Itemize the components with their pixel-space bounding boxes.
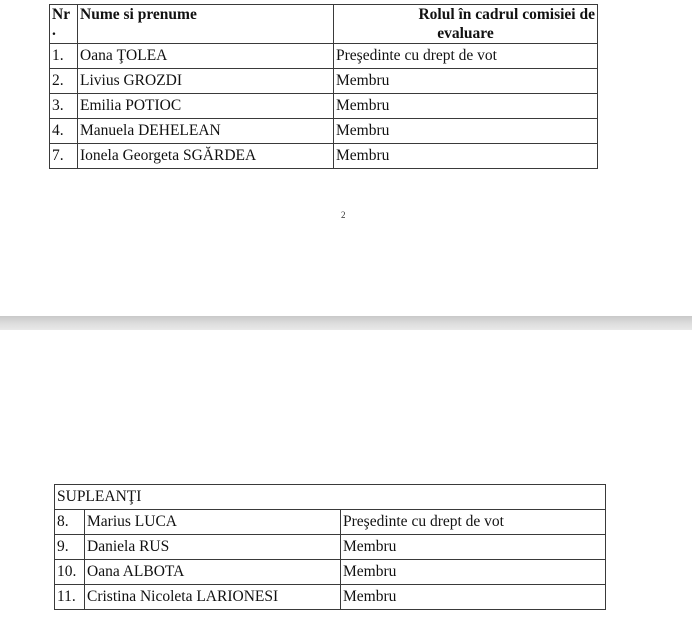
table-row [50, 144, 598, 169]
row-name: Ionela Georgeta SGĂRDEA [78, 144, 334, 169]
table-title-row [55, 485, 606, 510]
row-nr: 3. [50, 94, 78, 119]
row-nr: 10. [55, 560, 85, 585]
table-row [50, 94, 598, 119]
header-nr-label: Nr [52, 6, 71, 23]
table-row [55, 510, 606, 535]
row-name: Oana ALBOTA [85, 560, 341, 585]
header-nr [50, 5, 78, 44]
header-name: Nume si prenume [78, 5, 334, 44]
row-role: Membru [334, 94, 598, 119]
row-role: Preşedinte cu drept de vot [341, 510, 606, 535]
row-nr: 9. [55, 535, 85, 560]
table-row [50, 44, 598, 69]
row-nr: 7. [50, 144, 78, 169]
row-name: Manuela DEHELEAN [78, 119, 334, 144]
row-role: Membru [341, 560, 606, 585]
row-role: Membru [334, 69, 598, 94]
row-role: Membru [341, 535, 606, 560]
table-row [55, 560, 606, 585]
row-name: Marius LUCA [85, 510, 341, 535]
substitutes-title: SUPLEANŢI [55, 485, 606, 510]
table-row [55, 535, 606, 560]
substitutes-table [54, 484, 606, 610]
table-row [50, 69, 598, 94]
row-name: Oana ŢOLEA [78, 44, 334, 69]
page-separator [0, 316, 692, 330]
table-row [55, 585, 606, 610]
row-role: Membru [341, 585, 606, 610]
table-row [50, 119, 598, 144]
row-name: Daniela RUS [85, 535, 341, 560]
header-role-line2: evaluare [437, 25, 494, 42]
row-name: Emilia POTIOC [78, 94, 334, 119]
document-page-bottom [0, 330, 692, 629]
table-header-row [50, 5, 598, 44]
row-role: Membru [334, 119, 598, 144]
header-role-line1: Rolul în cadrul comisiei de [418, 6, 595, 23]
committee-table [49, 4, 598, 169]
row-nr: 2. [50, 69, 78, 94]
row-nr: 11. [55, 585, 85, 610]
row-role: Preşedinte cu drept de vot [334, 44, 598, 69]
row-name: Cristina Nicoleta LARIONESI [85, 585, 341, 610]
row-role: Membru [334, 144, 598, 169]
header-nr-dot: . [52, 22, 56, 39]
row-nr: 1. [50, 44, 78, 69]
header-role [334, 5, 598, 44]
row-nr: 8. [55, 510, 85, 535]
page-number: 2 [341, 210, 346, 220]
row-name: Livius GROZDI [78, 69, 334, 94]
row-nr: 4. [50, 119, 78, 144]
